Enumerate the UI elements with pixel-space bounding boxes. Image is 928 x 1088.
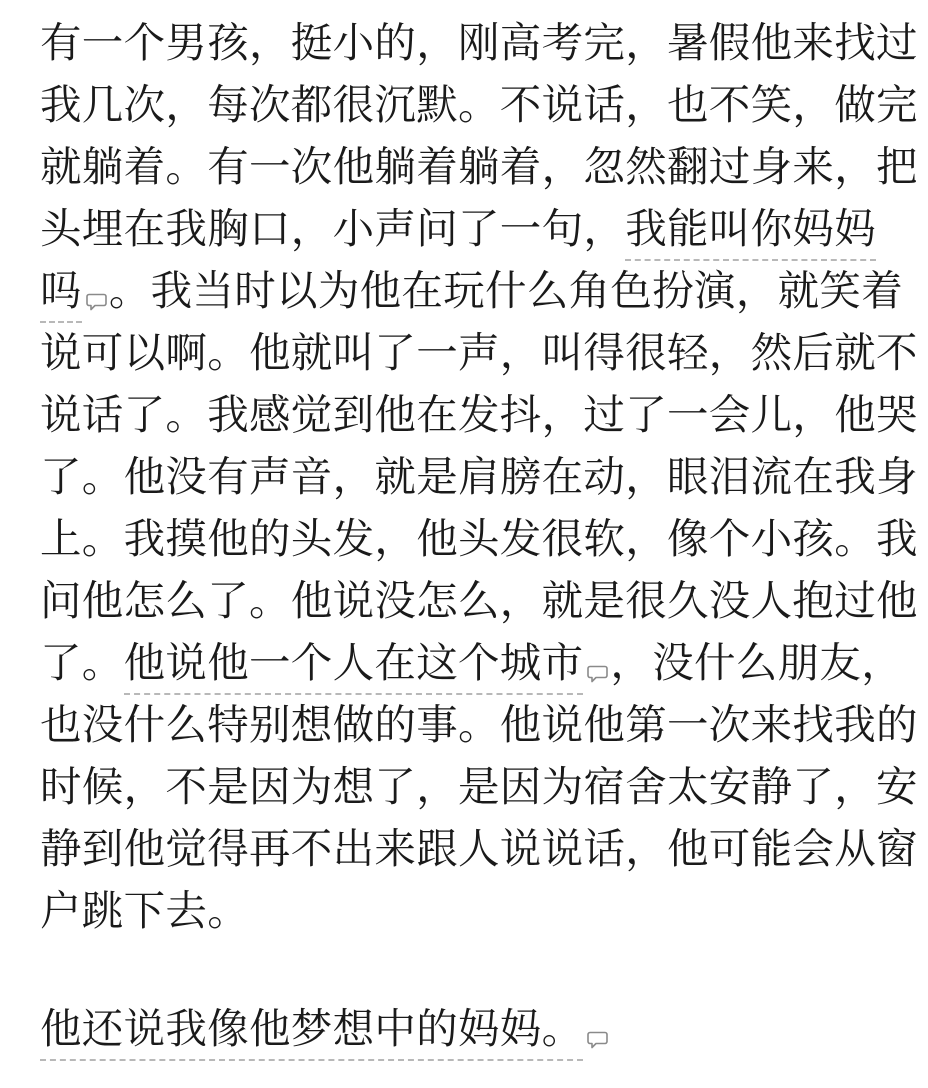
text-segment: 了。 bbox=[40, 638, 124, 687]
text-segment: 上。我摸他的头发，他头发很软，像个小孩。我 bbox=[40, 514, 918, 563]
paragraph-line bbox=[40, 640, 903, 686]
comment-bubble-icon[interactable] bbox=[587, 1031, 608, 1049]
text-segment: 我几次，每次都很沉默。不说话，也不笑，做完 bbox=[40, 80, 918, 129]
annotated-text-link[interactable]: 吗 bbox=[40, 266, 82, 323]
paragraph-line bbox=[40, 516, 918, 562]
text-segment: 有一个男孩，挺小的，刚高考完，暑假他来找过 bbox=[40, 18, 918, 67]
paragraph-line bbox=[40, 578, 918, 624]
text-segment: ，没什么朋友， bbox=[610, 638, 904, 687]
text-segment: 户跳下去。 bbox=[40, 886, 250, 935]
annotated-text-link[interactable]: 他说他一个人在这个城市 bbox=[124, 638, 584, 695]
paragraph-line bbox=[40, 20, 918, 66]
final-paragraph-line bbox=[40, 1006, 610, 1052]
text-segment: 。我当时以为他在玩什么角色扮演，就笑着 bbox=[108, 266, 904, 315]
paragraph-line bbox=[40, 826, 918, 872]
text-segment: 说可以啊。他就叫了一声，叫得很轻，然后就不 bbox=[40, 328, 918, 377]
paragraph-line bbox=[40, 144, 918, 190]
paragraph-line bbox=[40, 392, 918, 438]
text-segment: 问他怎么了。他说没怎么，就是很久没人抱过他 bbox=[40, 576, 918, 625]
text-segment: 也没什么特别想做的事。他说他第一次来找我的 bbox=[40, 700, 918, 749]
text-segment: 头埋在我胸口，小声问了一句， bbox=[40, 204, 626, 253]
text-segment: 静到他觉得再不出来跟人说说话，他可能会从窗 bbox=[40, 824, 918, 873]
paragraph-line bbox=[40, 82, 918, 128]
text-segment: 时候，不是因为想了，是因为宿舍太安静了，安 bbox=[40, 762, 918, 811]
paragraph-line bbox=[40, 454, 918, 500]
annotated-text-link[interactable]: 我能叫你妈妈 bbox=[625, 204, 876, 261]
text-segment: 说话了。我感觉到他在发抖，过了一会儿，他哭 bbox=[40, 390, 918, 439]
comment-bubble-icon[interactable] bbox=[587, 665, 608, 683]
paragraph-line bbox=[40, 268, 903, 314]
annotated-text-link[interactable]: 他还说我像他梦想中的妈妈。 bbox=[40, 1004, 583, 1061]
paragraph-line bbox=[40, 330, 918, 376]
text-segment: 了。他没有声音，就是肩膀在动，眼泪流在我身 bbox=[40, 452, 918, 501]
paragraph-line bbox=[40, 764, 918, 810]
comment-bubble-icon[interactable] bbox=[86, 293, 107, 311]
paragraph-line bbox=[40, 702, 918, 748]
paragraph-line bbox=[40, 888, 249, 934]
text-segment: 就躺着。有一次他躺着躺着，忽然翻过身来，把 bbox=[40, 142, 918, 191]
paragraph-line bbox=[40, 206, 876, 252]
